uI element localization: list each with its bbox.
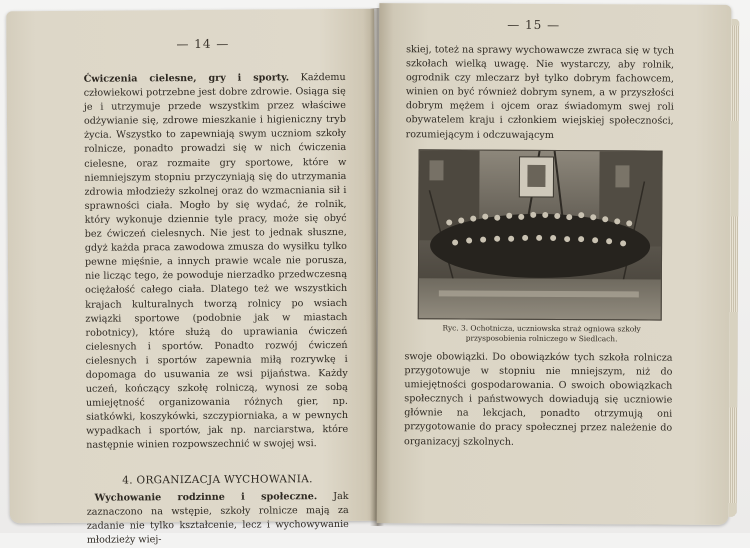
section-heading: 4. ORGANIZACJA WYCHOWANIA. <box>122 472 313 487</box>
right-page-text-top <box>406 43 675 143</box>
left-page-text <box>84 71 349 548</box>
figure-caption: Ryc. 3. Ochotnicza, uczniowska straż ogniowa szkoły przysposobienia rolniczego w Siedlcach. <box>442 323 641 343</box>
right-page <box>377 3 732 525</box>
photo-fire-brigade <box>419 150 662 319</box>
right-page-text-bottom <box>404 350 673 450</box>
paragraph: skiej, toteż na sprawy wychowawcze zwraca się w tych szkołach wielką uwagę. Nie wystarczy, aby rolnik, ogrodnik czy mleczarz był tylko dobrym fachowcem, winien on być również dobrym synem, a w przyszłości dobrym mężem i ojcem oraz świadomym swej roli obywatelem kraju i członkiem wiejskiej społeczności, rozumiejącym i odczuwającym <box>405 44 675 141</box>
paragraph-lead: Ćwiczenia cielesne, gry i sporty. <box>83 72 290 85</box>
paragraph-body: Jak zaznaczono na wstępie, szkoły rolnicze mają za zadanie nie tylko kształcenie, lecz i wychowywanie młodzieży wiej- <box>86 490 349 546</box>
paragraph-body: Każdemu człowiekowi potrzebne jest dobre zdrowie. Osiąga się je i utrzymuje przede wszystkim przez właściwe odżywianie się, zdrowe mieszkanie i higieniczny tryb życia. Wszystko to zapewniają swym uczniom szkoły rolnicze, ponadto prowadzi się w nich ćwiczenia cielesne, oraz rozmaite gry sportowe, które w niemniejszym stopniu przyczyniają się do utrzymania zdrowia młodzieży szkolnej oraz do wzmacniania sił i sprawności ciała. Mogło by się wydać, że rolnik, który wykonuje dziennie tyle pracy, może się obyć bez ćwiczeń cielesnych. Nie jest to jednak słuszne, gdyż każda praca zawodowa zmusza do wysiłku tylko pewne mięśnie, a innych prawie wcale nie porusza, nie licząc tego, że powoduje nierzadko przedwczesną ociężałość całego ciała. Dlatego też we wszystkich krajach kulturalnych tworzą rolnicy po wsiach związki sportowe (podobnie jak w miastach robotnicy), które służą do uprawiania ćwiczeń cielesnych i sportów. Ponadto rozwój ćwiczeń cielesnych i sportów zapewnia miłą rozrywkę i dopomaga do usuwania ze wsi pijaństwa. Każdy uczeń, kończący szkołę rolniczą, wynosi ze sobą umiejętność organizowania różnych gier, np. siatkówki, koszykówki, szczypiorniaka, a w pewnych wypadkach i sportów, jak np. narciarstwa, które następnie winien rozpowszechnić w swojej wsi. <box>83 71 349 452</box>
paragraph: swoje obowiązki. Do obowiązków tych szkoła rolnicza przygotowuje w stopniu nie mniejszym, niż do umiejętności gospodarowania. O swoich obowiązkach społecznych i państwowych dowiadują się uczniowie głównie na lekcjach, ponadto otrzymują oni przygotowanie do pracy społecznej przez należenie do organizacyj szkolnych. <box>404 351 673 448</box>
paragraph-lead: Wychowanie rodzinne i społeczne. <box>94 490 318 504</box>
paragraph <box>84 71 349 453</box>
page-number: — 14 — <box>176 36 230 52</box>
figure-photo <box>418 149 663 320</box>
left-page <box>6 9 378 546</box>
paragraph <box>87 490 349 548</box>
page-number: — 15 — <box>507 17 561 33</box>
